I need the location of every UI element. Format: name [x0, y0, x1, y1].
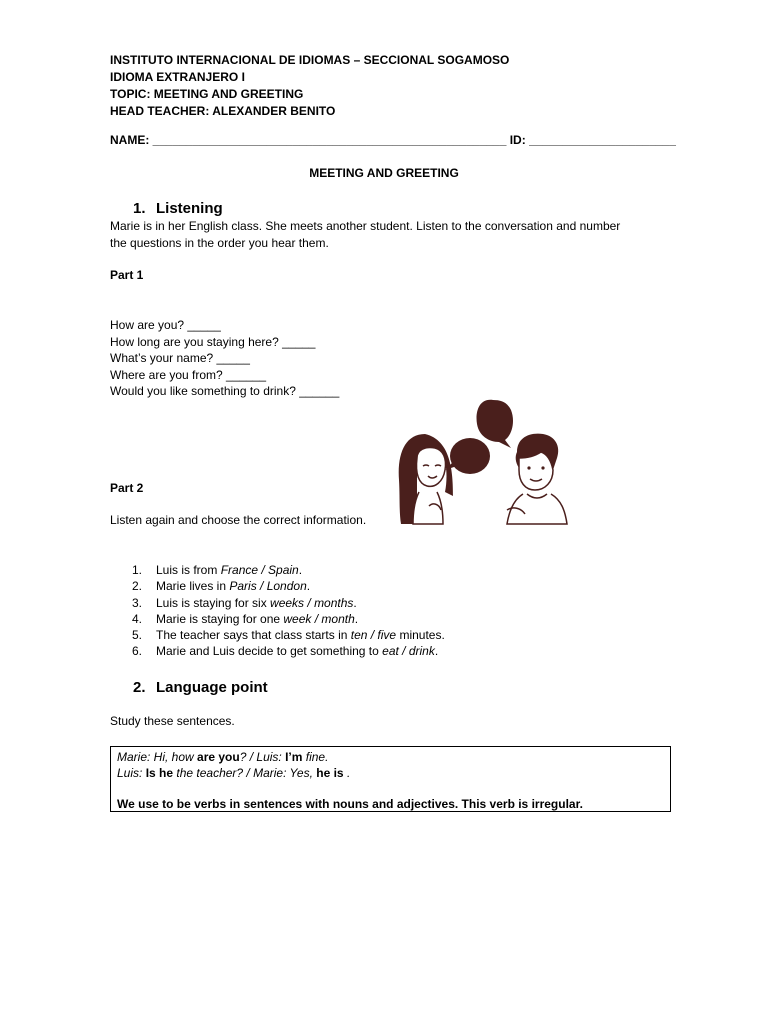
- worksheet-title: MEETING AND GREETING: [309, 166, 459, 180]
- conversation-illustration: [395, 396, 570, 526]
- speech-bubble-small: [450, 438, 490, 474]
- course-name: IDIOMA EXTRANJERO I: [110, 70, 245, 84]
- question-item: How long are you staying here? _____: [110, 334, 316, 349]
- list-item: 1. Luis is from France / Spain.: [132, 563, 303, 577]
- question-item: How are you? _____: [110, 318, 221, 332]
- choice-list: [132, 562, 445, 660]
- answer-choice: week / month: [283, 611, 355, 626]
- question-item: What’s your name? _____: [110, 351, 250, 365]
- id-blank: ______________________: [529, 133, 676, 147]
- speech-bubble-large: [477, 400, 513, 448]
- section-title: Listening: [156, 200, 223, 217]
- question-item: Would you like something to drink? ______: [110, 384, 340, 398]
- answer-choice: Paris / London: [229, 579, 307, 594]
- institute-name: INSTITUTO INTERNACIONAL DE IDIOMAS – SECCIONAL SOGAMOSO: [110, 53, 510, 67]
- answer-choice: eat / drink: [382, 644, 435, 659]
- list-item: 5. The teacher says that class starts in ten / five minutes.: [132, 628, 445, 643]
- study-instruction: Study these sentences.: [110, 714, 235, 728]
- section-number: 1.: [133, 200, 146, 217]
- question-item: Where are you from? ______: [110, 367, 267, 382]
- example-sentence-1: Marie: Hi, how are you? / Luis: I’m fine.: [117, 750, 329, 764]
- question-list: [110, 317, 339, 400]
- part1-label: Part 1: [110, 268, 144, 282]
- id-label: ID:: [506, 133, 530, 147]
- list-item: 3. Luis is staying for six weeks / months.: [132, 595, 357, 610]
- list-item: 6. Marie and Luis decide to get something to eat / drink.: [132, 644, 439, 659]
- part2-instruction: Listen again and choose the correct information.: [110, 513, 367, 527]
- document-header: [110, 52, 509, 120]
- part2-label: Part 2: [110, 481, 144, 495]
- answer-choice: weeks / months: [270, 595, 354, 610]
- list-item: 4. Marie is staying for one week / month.: [132, 611, 359, 626]
- section-title: Language point: [156, 679, 268, 696]
- answer-choice: France / Spain: [220, 563, 299, 577]
- section-number: 2.: [133, 679, 146, 696]
- name-blank: _____________________________________________________: [152, 133, 507, 147]
- answer-choice: ten / five: [350, 628, 397, 643]
- name-label: NAME:: [110, 133, 153, 147]
- girl-face: [416, 447, 445, 486]
- grammar-rule: We use to be verbs in sentences with nouns and adjectives. This verb is irregular.: [117, 797, 583, 811]
- grammar-box: [110, 746, 671, 812]
- name-id-line: [110, 133, 676, 147]
- teacher-line: HEAD TEACHER: ALEXANDER BENITO: [110, 104, 336, 118]
- listening-intro: Marie is in her English class. She meets another student. Listen to the conversation and number the questions in the order you hear them.: [110, 219, 621, 250]
- example-sentence-2: Luis: Is he the teacher? / Marie: Yes, he is .: [117, 766, 351, 780]
- topic-line: TOPIC: MEETING AND GREETING: [110, 87, 304, 101]
- list-item: 2. Marie lives in Paris / London.: [132, 579, 311, 594]
- boy-face: [519, 452, 553, 490]
